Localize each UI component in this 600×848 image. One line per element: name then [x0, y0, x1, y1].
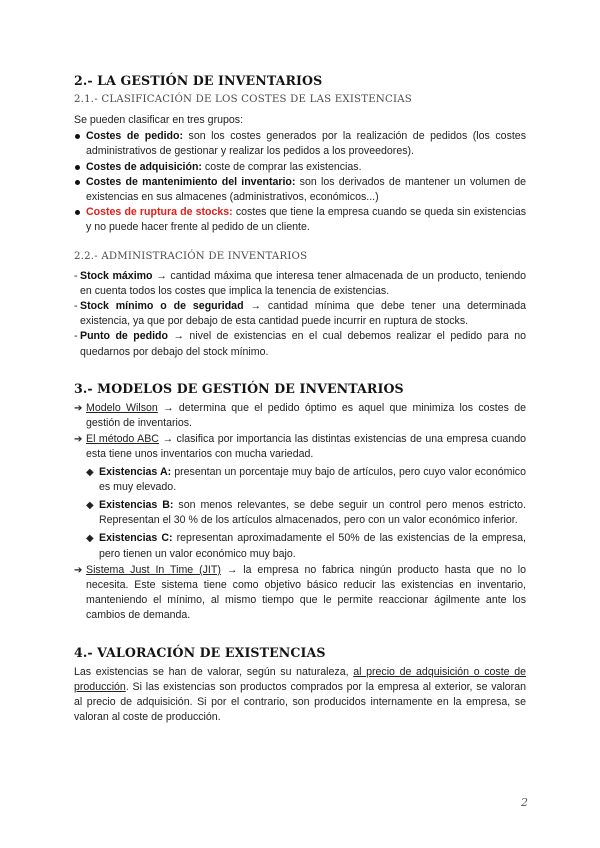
item-text: son menos relevantes, se debe seguir un control pero menos estricto. Representan el 30 % de los artículos almacenados, pero con un valor económico inferior. [99, 499, 526, 527]
valuation-paragraph [74, 665, 526, 726]
list-item [74, 205, 526, 235]
arrow-icon: ➔ [74, 402, 83, 414]
item-term: Costes de adquisición: [86, 160, 202, 173]
diamond-icon: ◆ [86, 466, 94, 478]
arrow-icon: ➔ [74, 564, 83, 576]
list-item [74, 465, 526, 495]
item-term: Sistema Just In Time (JIT) [86, 563, 221, 576]
item-term: El método ABC [86, 433, 159, 446]
bullet-icon [75, 210, 80, 215]
paragraph-text: Las existencias se han de valorar, según su naturaleza, [74, 665, 354, 678]
list-item [74, 329, 526, 359]
intro-paragraph: Se pueden clasificar en tres grupos: [74, 114, 244, 126]
section-2-title: 2.- LA GESTIÓN DE INVENTARIOS [74, 73, 323, 88]
item-term: Existencias A: [99, 465, 172, 478]
paragraph-text: . Si las existencias son productos comprados por la empresa al exterior, se valoran al precio de adquisición. Si por el contrario, son producidos internamente en la empresa, se valoran al coste de producción. [74, 680, 526, 724]
bullet-icon [75, 165, 80, 170]
paragraph-underlined: al precio de adquisición o coste de producción [74, 665, 526, 693]
item-term: Costes de mantenimiento del inventario: [86, 175, 296, 188]
page-number: 2 [521, 796, 528, 809]
item-text: coste de comprar las existencias. [201, 160, 362, 173]
list-item [74, 175, 526, 205]
list-item [74, 432, 526, 462]
item-text: → cantidad mínima que debe tener una determinada existencia, ya que por debajo de esta cantidad puede incurrir en ruptura de stocks. [80, 300, 526, 328]
list-item [74, 401, 526, 431]
list-item [74, 269, 526, 299]
item-term: Modelo Wilson [86, 401, 158, 414]
arrow-icon: ➔ [74, 434, 83, 446]
subsection-2-1-title: 2.1.- CLASIFICACIÓN DE LOS COSTES DE LAS EXISTENCIAS [74, 94, 412, 105]
dash-icon: - [74, 269, 78, 282]
item-term: Stock máximo [80, 269, 153, 282]
item-text: presentan un porcentaje muy bajo de artículos, pero cuyo valor económico es muy elevado. [99, 465, 526, 493]
item-text: → clasifica por importancia las distintas existencias de una empresa cuando esta tiene unos inventarios con mucha variedad. [86, 433, 526, 461]
subsection-2-2-title: 2.2.- ADMINISTRACIÓN DE INVENTARIOS [74, 250, 308, 262]
item-text: son los derivados de mantener un volumen de existencias en sus almacenes (administrativos, económicos...) [86, 175, 527, 204]
item-text: representan aproximadamente el 50% de las existencias de la empresa, pero tienen un valor económico muy bajo. [99, 532, 526, 560]
section-3-title: 3.- MODELOS DE GESTIÓN DE INVENTARIOS [74, 380, 404, 396]
list-item [74, 160, 526, 175]
item-term: Punto de pedido [80, 330, 168, 343]
bullet-icon [75, 134, 80, 139]
section-4-title: 4.- VALORACIÓN DE EXISTENCIAS [74, 644, 326, 660]
item-text: → cantidad máxima que interesa tener almacenada de un producto, teniendo en cuenta todos los costes que implica la tenencia de existencias. [80, 269, 526, 297]
document-page [74, 70, 526, 726]
item-text: → nivel de existencias en el cual debemos realizar el pedido para no quedarnos por debajo del stock mínimo. [80, 330, 527, 358]
list-item [74, 129, 526, 159]
diamond-icon: ◆ [86, 533, 94, 545]
item-text: costes que tiene la empresa cuando se queda sin existencias y no puede hacer frente al pedido de un cliente. [86, 206, 527, 234]
dash-icon: - [74, 300, 78, 313]
item-text: son los costes generados por la realización de pedidos (los costes administrativos de gestionar y realizar los pedidos a los proveedores). [86, 130, 526, 158]
item-term: Stock mínimo o de seguridad [80, 300, 244, 313]
list-item [74, 531, 526, 561]
item-text: → determina que el pedido óptimo es aquel que minimiza los costes de gestión de inventarios. [86, 401, 526, 430]
item-term: Existencias C: [99, 532, 173, 545]
dash-icon: - [74, 330, 78, 343]
list-item [74, 563, 526, 624]
list-item [74, 498, 526, 528]
bullet-icon [75, 180, 80, 185]
item-term-highlight: Costes de ruptura de stocks: [86, 206, 233, 219]
item-term: Existencias B: [99, 499, 174, 512]
item-term: Costes de pedido: [86, 130, 184, 143]
item-text: → la empresa no fabrica ningún producto hasta que no lo necesita. Este sistema tiene como objetivo básico reducir las existencias en inventario, manteniendo el mínimo, al mismo tiempo que le permite reaccionar ágilmente ante los cambios de demanda. [86, 563, 526, 622]
list-item [74, 299, 526, 329]
diamond-icon: ◆ [86, 500, 94, 512]
